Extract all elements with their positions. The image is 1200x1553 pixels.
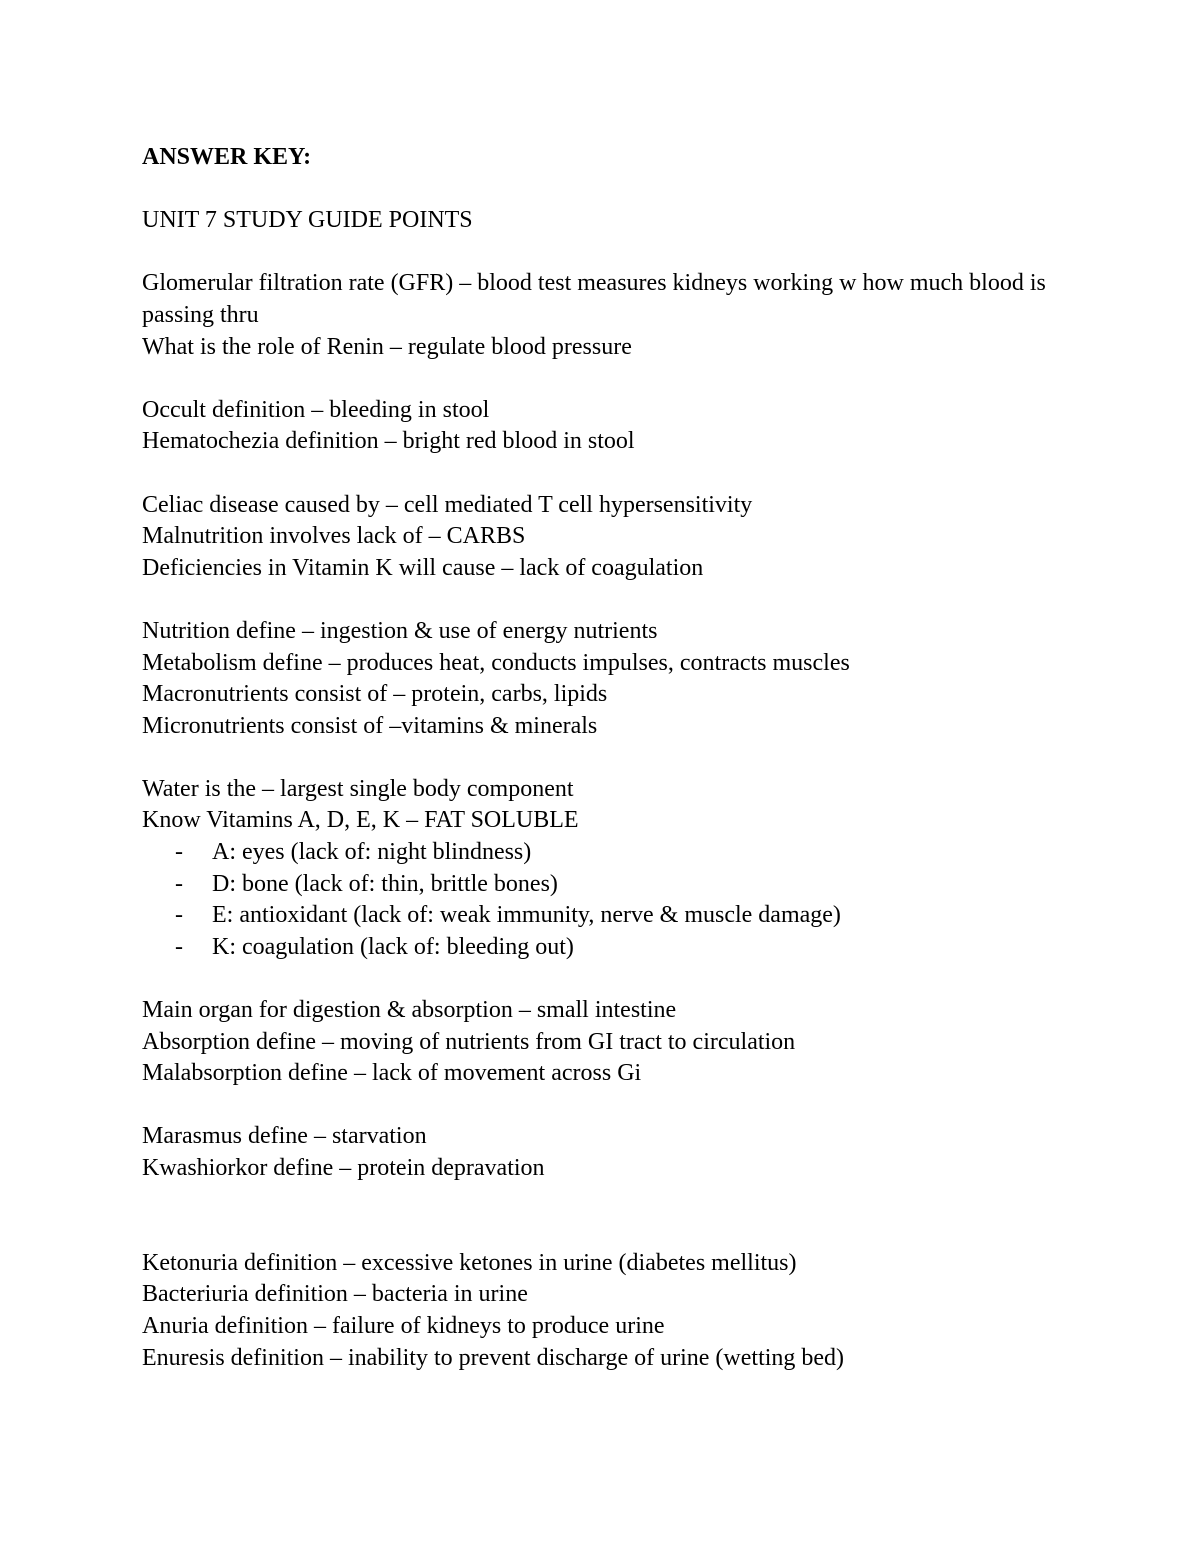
renin-line: What is the role of Renin – regulate blood pressure (142, 333, 632, 360)
malabsorption-line: Malabsorption define – lack of movement across Gi (142, 1060, 642, 1087)
kwashiorkor-line: Kwashiorkor define – protein depravation (142, 1155, 545, 1181)
metabolism-line: Metabolism define – produces heat, conducts impulses, contracts muscles (142, 649, 850, 676)
bullet-dash: - (175, 870, 183, 897)
gfr-line: Glomerular filtration rate (GFR) – blood test measures kidneys working w how much blood is passing thru (142, 270, 1046, 328)
enuresis-line: Enuresis definition – inability to prevent discharge of urine (wetting bed) (142, 1344, 845, 1371)
bullet-dash: - (175, 839, 183, 866)
spacer (142, 363, 1062, 395)
bullet-dash: - (175, 902, 183, 929)
absorption-line: Absorption define – moving of nutrients from GI tract to circulation (142, 1028, 796, 1055)
hematochezia-line: Hematochezia definition – bright red blood in stool (142, 428, 635, 455)
spacer (142, 584, 1062, 616)
vitamin-d-text: D: bone (lack of: thin, brittle bones) (212, 870, 558, 897)
micronutrients-line: Micronutrients consist of –vitamins & minerals (142, 712, 598, 739)
anuria-line: Anuria definition – failure of kidneys to produce urine (142, 1312, 665, 1339)
vitamin-e-text: E: antioxidant (lack of: weak immunity, nerve & muscle damage) (212, 902, 841, 929)
spacer (142, 1185, 1062, 1217)
macronutrients-line: Macronutrients consist of – protein, carbs, lipids (142, 681, 608, 708)
spacer (142, 1216, 1062, 1248)
vitamin-e-item (142, 900, 1062, 932)
spacer (142, 174, 1062, 206)
unit-title: UNIT 7 STUDY GUIDE POINTS (142, 207, 473, 234)
ketonuria-line: Ketonuria definition – excessive ketones in urine (diabetes mellitus) (142, 1249, 797, 1276)
vitamin-k-deficiency-line: Deficiencies in Vitamin K will cause – lack of coagulation (142, 554, 704, 581)
vitamin-d-item (142, 869, 1062, 901)
celiac-line: Celiac disease caused by – cell mediated T cell hypersensitivity (142, 491, 753, 518)
spacer (142, 458, 1062, 490)
marasmus-line: Marasmus define – starvation (142, 1123, 427, 1150)
spacer (142, 742, 1062, 774)
document-page (142, 142, 1062, 1374)
nutrition-line: Nutrition define – ingestion & use of energy nutrients (142, 617, 658, 644)
bacteriuria-line: Bacteriuria definition – bacteria in urine (142, 1281, 528, 1308)
spacer (142, 963, 1062, 995)
spacer (142, 1090, 1062, 1122)
water-line: Water is the – largest single body component (142, 775, 574, 802)
spacer (142, 237, 1062, 269)
main-organ-line: Main organ for digestion & absorption – small intestine (142, 997, 677, 1024)
vitamin-k-text: K: coagulation (lack of: bleeding out) (212, 933, 574, 960)
vitamin-k-item (142, 932, 1062, 964)
malnutrition-line: Malnutrition involves lack of – CARBS (142, 523, 526, 550)
answer-key-heading: ANSWER KEY: (142, 144, 312, 170)
occult-line: Occult definition – bleeding in stool (142, 396, 490, 423)
vitamin-a-item (142, 837, 1062, 869)
vitamin-a-text: A: eyes (lack of: night blindness) (212, 839, 532, 866)
bullet-dash: - (175, 933, 183, 960)
fat-soluble-vitamins-line: Know Vitamins A, D, E, K – FAT SOLUBLE (142, 807, 579, 834)
